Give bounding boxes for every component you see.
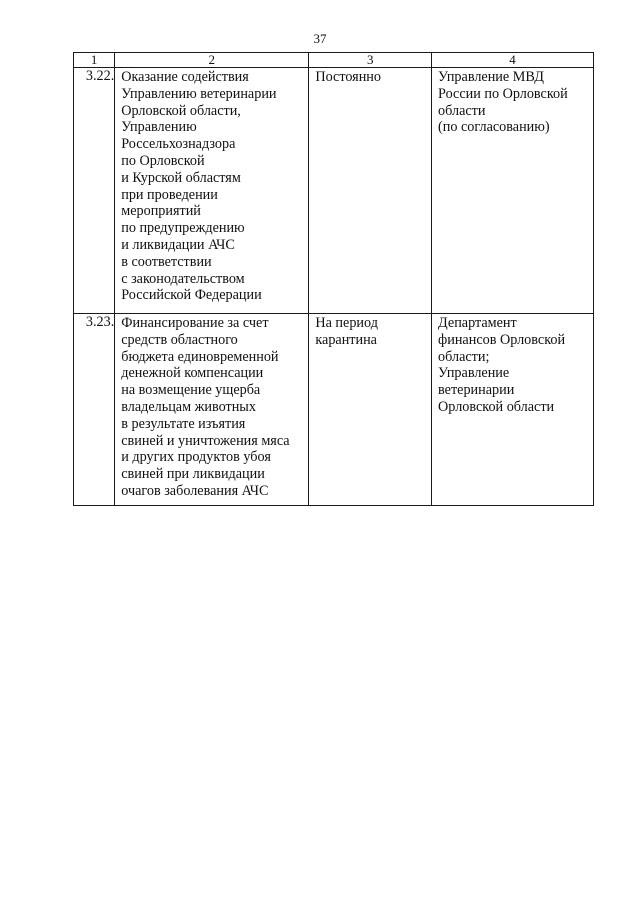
cell-text-line: в результате изъятия: [121, 415, 246, 432]
cell-text-line: свиней при ликвидации: [121, 466, 265, 483]
cell-text-line: Управлению: [121, 119, 197, 136]
measures-table: [73, 52, 594, 506]
cell-text-line: Российской Федерации: [121, 287, 262, 304]
header-cell: 2: [115, 53, 309, 68]
cell-text-line: Орловской области,: [121, 102, 241, 119]
header-cell: 3: [309, 53, 432, 68]
cell-text-line: На период: [315, 315, 378, 331]
cell-text-line: свиней и уничтожения мяса: [121, 432, 290, 449]
cell-text-line: России по Орловской: [438, 85, 568, 102]
cell-text-line: Россельхознадзора: [121, 136, 236, 153]
header-cell: 4: [432, 53, 594, 68]
cell-text-line: Департамент: [438, 315, 517, 331]
activity-cell: [115, 314, 309, 506]
cell-text-line: финансов Орловской: [438, 331, 566, 348]
cell-text-line: в соответствии: [121, 253, 212, 270]
page-number: 37: [313, 31, 327, 46]
activity-cell: [115, 68, 309, 314]
cell-text-line: Управление: [438, 365, 510, 382]
cell-text-line: и других продуктов убоя: [121, 449, 271, 466]
cell-text-line: по Орловской: [121, 152, 205, 169]
table-row: [74, 68, 594, 314]
cell-text-line: мероприятий: [121, 203, 201, 220]
header-row: [74, 53, 594, 68]
term-cell: [309, 68, 432, 314]
cell-text-line: по предупреждению: [121, 220, 245, 237]
cell-text-line: Финансирование за счет: [121, 315, 269, 331]
cell-text-line: области;: [438, 348, 490, 365]
term-cell: [309, 314, 432, 506]
cell-text-line: Орловской области: [438, 398, 555, 415]
cell-text-line: денежной компенсации: [121, 365, 264, 382]
cell-text-line: Оказание содействия: [121, 69, 249, 85]
cell-text-line: Управлению ветеринарии: [121, 85, 277, 102]
cell-text-line: карантина: [315, 331, 377, 348]
responsible-cell: [432, 68, 594, 314]
cell-text-line: очагов заболевания АЧС: [121, 482, 269, 499]
cell-text-line: владельцам животных: [121, 398, 256, 415]
cell-text-line: с законодательством: [121, 270, 245, 287]
table-row: [74, 314, 594, 506]
cell-text-line: и ликвидации АЧС: [121, 236, 235, 253]
cell-text-line: бюджета единовременной: [121, 348, 279, 365]
cell-text-line: области: [438, 102, 486, 119]
cell-text-line: средств областного: [121, 331, 238, 348]
row-number: 3.23.: [74, 314, 115, 506]
cell-text-line: ветеринарии: [438, 382, 515, 399]
responsible-cell: [432, 314, 594, 506]
header-cell: 1: [74, 53, 115, 68]
cell-text-line: Управление МВД: [438, 69, 544, 85]
row-number: 3.22.: [74, 68, 115, 314]
cell-text-line: Постоянно: [315, 69, 381, 85]
cell-text-line: и Курской областям: [121, 169, 241, 186]
cell-text-line: (по согласованию): [438, 119, 550, 136]
cell-text-line: на возмещение ущерба: [121, 382, 261, 399]
cell-text-line: при проведении: [121, 186, 218, 203]
